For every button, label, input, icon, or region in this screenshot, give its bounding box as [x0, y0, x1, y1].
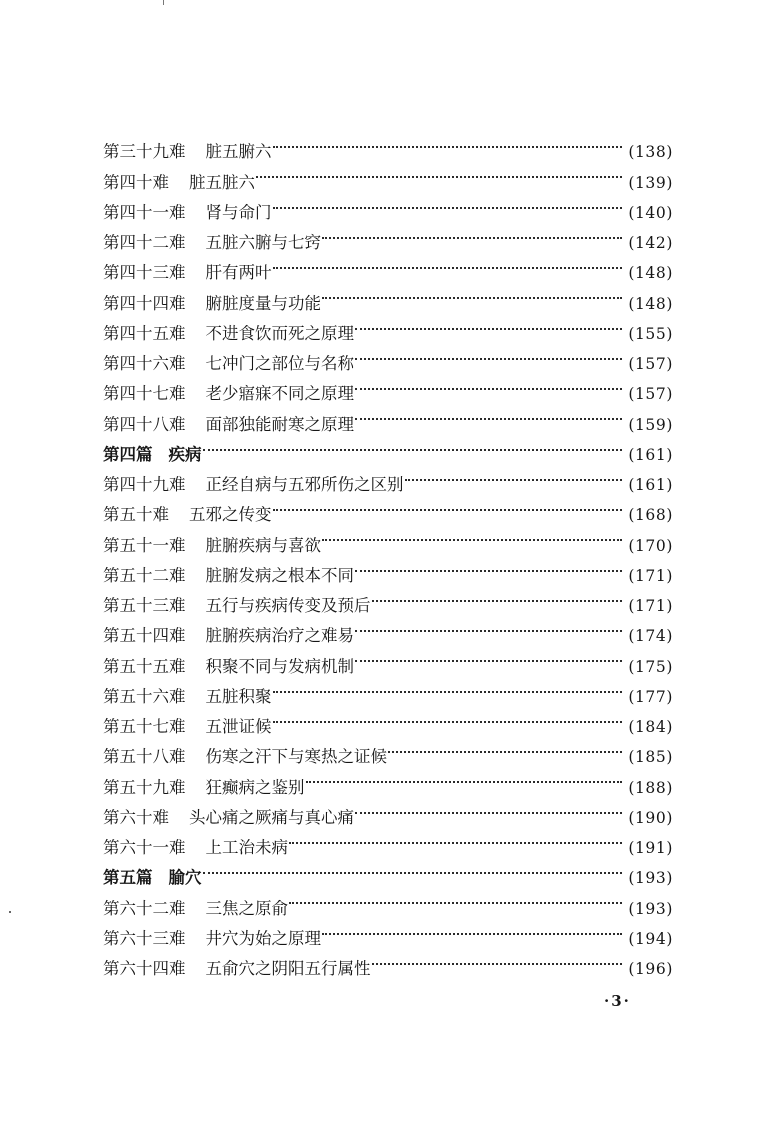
toc-entry [103, 944, 673, 978]
chapter-title: 腑脏度量与功能 [205, 293, 321, 313]
chapter-title: 五泄证候 [205, 717, 272, 736]
page-reference: (194) [628, 929, 673, 948]
chapter-title: 七冲门之部位与名称 [205, 354, 354, 373]
page-reference: (170) [628, 536, 673, 555]
page-reference: (142) [628, 234, 673, 252]
toc-entry [103, 309, 673, 343]
page-reference: (193) [628, 899, 673, 918]
part-number: 第四篇 [103, 444, 153, 464]
toc-entry [103, 641, 673, 676]
dot-leader [273, 248, 623, 278]
chapter-title: 五俞穴之阴阳五行属性 [205, 959, 371, 978]
toc-entry [103, 369, 673, 404]
chapter-title: 脏腑疾病治疗之难易 [205, 626, 354, 646]
chapter-number: 第五十四难 [103, 626, 186, 646]
page-reference: (191) [628, 839, 673, 857]
chapter-title: 五邪之传变 [189, 505, 272, 525]
dot-leader [355, 339, 622, 369]
chapter-number: 第五十五难 [103, 656, 186, 676]
toc-part-heading [103, 430, 673, 464]
chapter-number: 第四十八难 [103, 414, 186, 434]
page-reference: (171) [628, 597, 673, 615]
dot-leader [355, 793, 622, 823]
toc-entry [103, 218, 673, 252]
chapter-title: 肝有两叶 [205, 263, 272, 283]
dot-leader [322, 218, 622, 248]
chapter-title: 正经自病与五邪所伤之区别 [205, 475, 404, 494]
chapter-number: 第四十九难 [103, 475, 186, 494]
dot-leader [273, 702, 623, 732]
chapter-number: 第五十难 [103, 505, 169, 525]
toc-part-heading [103, 853, 673, 888]
chapter-title: 头心痛之厥痛与真心痛 [189, 807, 354, 827]
dot-leader [203, 853, 623, 883]
part-title: 疾病 [168, 444, 202, 464]
chapter-number: 第三十九难 [103, 142, 186, 162]
chapter-number: 第五十一难 [103, 535, 186, 555]
toc-entry [103, 732, 673, 767]
table-of-contents [103, 127, 673, 978]
dot-leader [322, 278, 622, 308]
page-reference: (175) [628, 657, 673, 676]
toc-entry [103, 914, 673, 948]
toc-entry [103, 551, 673, 585]
page-reference: (148) [628, 294, 673, 313]
part-title: 腧穴 [168, 868, 202, 888]
chapter-title: 老少寤寐不同之原理 [205, 384, 354, 404]
chapter-number: 第六十二难 [103, 898, 186, 918]
dot-leader [289, 883, 622, 913]
dot-leader [289, 823, 622, 853]
chapter-title: 脏五脏六 [189, 172, 255, 192]
page-reference: (171) [628, 566, 673, 585]
chapter-title: 脏五腑六 [205, 142, 272, 162]
page-reference: (196) [628, 960, 673, 978]
chapter-number: 第四十难 [103, 172, 169, 192]
page-reference: (190) [628, 808, 673, 827]
dot-leader [355, 641, 622, 671]
dot-leader [355, 551, 622, 581]
chapter-title: 五脏积聚 [205, 686, 272, 706]
page-reference: (140) [628, 203, 673, 222]
page-number: ·3· [604, 992, 631, 1010]
page-reference: (174) [628, 627, 673, 646]
page-reference: (185) [628, 748, 673, 767]
dot-leader [322, 914, 622, 944]
page-reference: (155) [628, 324, 673, 343]
chapter-number: 第四十六难 [103, 354, 186, 373]
chapter-number: 第六十难 [103, 807, 169, 827]
page-reference: (193) [628, 869, 673, 888]
chapter-number: 第六十四难 [103, 959, 186, 978]
dot-leader [256, 157, 622, 187]
chapter-title: 肾与命门 [205, 202, 272, 222]
toc-entry [103, 702, 673, 736]
page-reference: (184) [628, 718, 673, 736]
chapter-number: 第五十七难 [103, 717, 186, 736]
page-reference: (148) [628, 264, 673, 283]
part-number: 第五篇 [103, 868, 153, 888]
page-reference: (159) [628, 415, 673, 434]
page-reference: (138) [628, 143, 673, 162]
chapter-title: 三焦之原俞 [205, 898, 288, 918]
toc-entry [103, 248, 673, 283]
toc-entry [103, 399, 673, 434]
dot-leader [273, 672, 623, 702]
chapter-number: 第四十七难 [103, 384, 186, 404]
chapter-number: 第四十三难 [103, 263, 186, 283]
chapter-number: 第五十九难 [103, 777, 186, 797]
dot-leader [355, 399, 622, 429]
chapter-number: 第六十三难 [103, 928, 186, 948]
dot-leader [372, 581, 623, 611]
chapter-number: 第五十八难 [103, 747, 186, 767]
dot-leader [273, 188, 623, 218]
toc-entry [103, 490, 673, 525]
page-reference: (157) [628, 385, 673, 404]
chapter-number: 第四十四难 [103, 293, 186, 313]
chapter-title: 面部独能耐寒之原理 [205, 414, 354, 434]
dot-leader [355, 309, 622, 339]
chapter-title: 五行与疾病传变及预后 [205, 596, 371, 615]
chapter-title: 不进食饮而死之原理 [205, 323, 354, 343]
toc-entry [103, 793, 673, 827]
page-reference: (161) [628, 476, 673, 494]
chapter-title: 井穴为始之原理 [205, 928, 321, 948]
chapter-number: 第四十五难 [103, 323, 186, 343]
page-reference: (157) [628, 355, 673, 373]
dot-leader [273, 127, 623, 157]
dot-leader [322, 520, 622, 550]
chapter-number: 第五十六难 [103, 686, 186, 706]
chapter-number: 第四十二难 [103, 233, 186, 252]
toc-entry [103, 611, 673, 646]
toc-entry [103, 157, 673, 192]
page-reference: (139) [628, 173, 673, 192]
chapter-title: 脏腑疾病与喜欲 [205, 535, 321, 555]
page-reference: (168) [628, 506, 673, 525]
toc-entry [103, 581, 673, 615]
chapter-number: 第五十二难 [103, 565, 186, 585]
page-reference: (188) [628, 778, 673, 797]
dot-leader [372, 944, 623, 974]
dot-leader [388, 732, 622, 762]
chapter-title: 积聚不同与发病机制 [205, 656, 354, 676]
chapter-title: 五脏六腑与七窍 [205, 233, 321, 252]
page-reference: (161) [628, 445, 673, 464]
toc-entry [103, 278, 673, 313]
chapter-number: 第五十三难 [103, 596, 186, 615]
dot-leader [273, 490, 623, 520]
scan-artifact-dot [9, 911, 11, 913]
dot-leader [355, 369, 622, 399]
chapter-title: 上工治未病 [205, 838, 288, 857]
chapter-number: 第六十一难 [103, 838, 186, 857]
toc-entry [103, 339, 673, 373]
toc-entry [103, 762, 673, 797]
toc-entry [103, 672, 673, 706]
toc-entry [103, 127, 673, 162]
dot-leader [203, 430, 623, 460]
chapter-title: 狂癫病之鉴别 [205, 777, 305, 797]
page-reference: (177) [628, 687, 673, 706]
chapter-number: 第四十一难 [103, 202, 186, 222]
dot-leader [306, 762, 623, 792]
dot-leader [405, 460, 623, 490]
scan-artifact-mark [163, 0, 164, 5]
dot-leader [355, 611, 622, 641]
chapter-title: 脏腑发病之根本不同 [205, 565, 354, 585]
chapter-title: 伤寒之汗下与寒热之证候 [205, 747, 387, 767]
